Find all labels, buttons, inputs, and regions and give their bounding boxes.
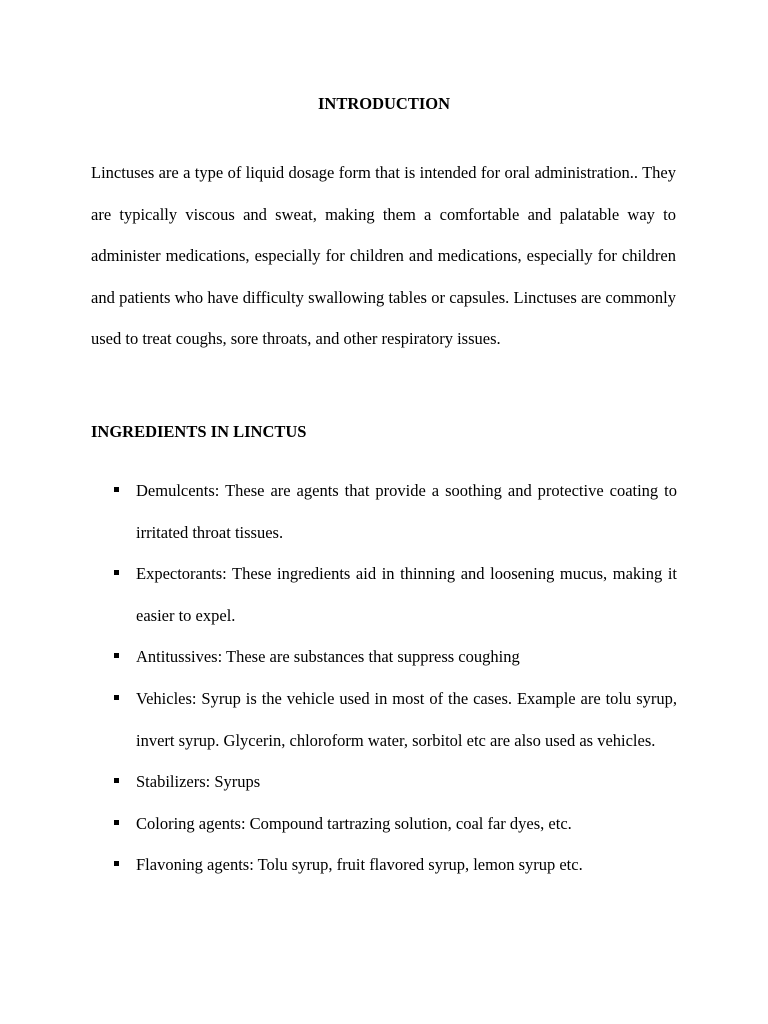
list-item-text: Antitussives: These are substances that suppress coughing <box>136 647 520 667</box>
list-item-flavoning-agents <box>0 844 677 886</box>
list-item-coloring-agents <box>0 803 677 845</box>
list-item-demulcents <box>0 470 677 553</box>
list-item-vehicles <box>0 678 677 761</box>
bullet-icon <box>114 653 119 658</box>
list-item-stabilizers <box>0 761 677 803</box>
list-item-text: Stabilizers: Syrups <box>136 772 261 792</box>
list-item-text: Coloring agents: Compound tartrazing solution, coal far dyes, etc. <box>136 813 572 833</box>
ingredients-heading: INGREDIENTS IN LINCTUS <box>91 422 307 441</box>
list-item-antitussives <box>0 636 677 678</box>
bullet-icon <box>114 695 119 700</box>
bullet-icon <box>114 570 119 575</box>
bullet-icon <box>114 487 119 492</box>
ingredients-list <box>0 470 768 886</box>
list-item-expectorants <box>0 553 677 636</box>
bullet-icon <box>114 820 119 825</box>
list-item-text: Demulcents: These are agents that provide a soothing and protective coating to irritated throat tissues. <box>136 481 677 542</box>
page-title: INTRODUCTION <box>317 94 451 113</box>
list-item-text: Expectorants: These ingredients aid in thinning and loosening mucus, making it easier to expel. <box>136 564 677 625</box>
bullet-icon <box>114 861 119 866</box>
bullet-icon <box>114 778 119 783</box>
list-item-text: Flavoning agents: Tolu syrup, fruit flavored syrup, lemon syrup etc. <box>136 855 583 875</box>
list-item-text: Vehicles: Syrup is the vehicle used in most of the cases. Example are tolu syrup, invert syrup. Glycerin, chloroform water, sorbitol etc are also used as vehicles. <box>136 688 677 750</box>
intro-paragraph: Linctuses are a type of liquid dosage form that is intended for oral administration.. They are typically viscous and sweat, making them a comfortable and palatable way to administer medications, especially for children and medications, especially for children and patients who have difficulty swallowing tables or capsules. Linctuses are commonly used to treat coughs, sore throats, and other respiratory issues. <box>91 163 676 349</box>
